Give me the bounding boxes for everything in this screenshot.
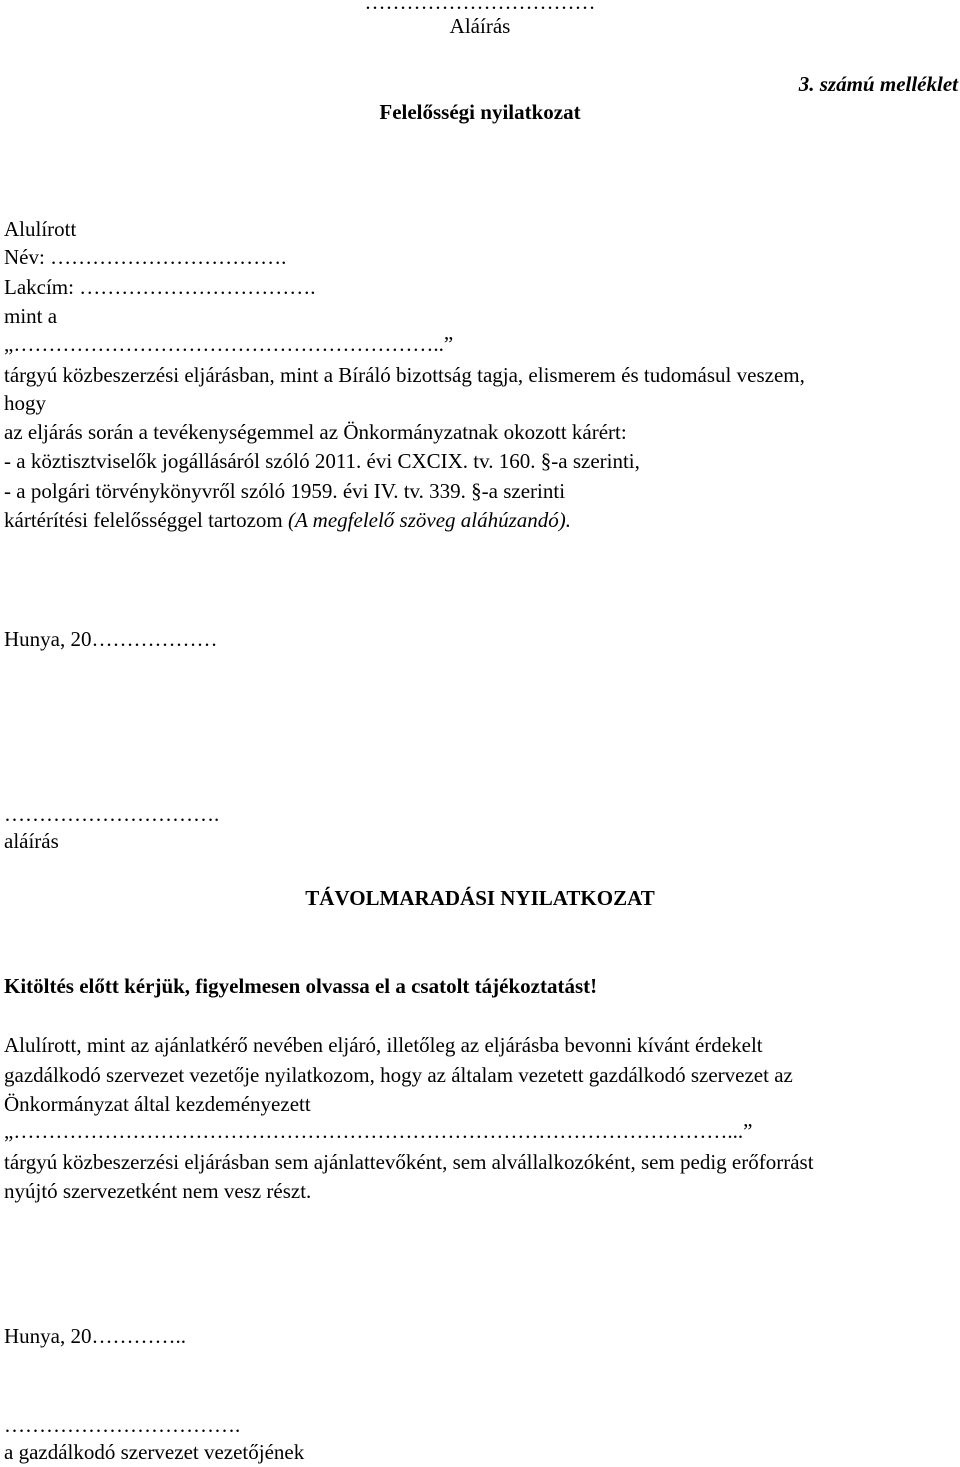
- place-date-1: Hunya, 20………………: [4, 627, 218, 651]
- place-date-2: Hunya, 20…………..: [4, 1324, 186, 1348]
- liability-text-5: - a polgári törvénykönyvről szóló 1959. évi IV. tv. 339. §-a szerinti: [4, 479, 566, 503]
- liability-text-3: az eljárás során a tevékenységemmel az Önkormányzatnak okozott kárért:: [4, 420, 627, 444]
- liability-title: Felelősségi nyilatkozat: [379, 100, 581, 124]
- absence-title: TÁVOLMARADÁSI NYILATKOZAT: [305, 886, 655, 910]
- address-line: Lakcím: …………………………….: [4, 275, 316, 299]
- signature-dots-1: ………………………….: [4, 802, 220, 826]
- top-signature-label: Aláírás: [449, 14, 511, 38]
- liability-text-6: [4, 506, 571, 534]
- signature-label-1: aláírás: [4, 829, 59, 853]
- liability-text-6-italic: (A megfelelő szöveg aláhúzandó).: [287, 508, 572, 532]
- absence-text-5: nyújtó szervezetként nem vesz részt.: [4, 1179, 312, 1203]
- liability-text-2: hogy: [4, 391, 46, 415]
- subject-blank: „……………………………………………………..”: [4, 332, 454, 356]
- absence-subject-blank: „…………………………………………………………………………………………...”: [4, 1119, 753, 1143]
- liability-text-4: - a köztisztviselők jogállásáról szóló 2011. évi CXCIX. tv. 160. §-a szerinti,: [4, 449, 640, 473]
- signature-dots-2: …………………………….: [4, 1413, 241, 1437]
- as-a-label: mint a: [4, 304, 58, 328]
- top-signature-dots: ……………………………: [364, 0, 596, 14]
- liability-text-1: tárgyú közbeszerzési eljárásban, mint a Bíráló bizottság tagja, elismerem és tudomásul veszem,: [4, 363, 805, 387]
- annex-label: 3. számú melléklet: [798, 72, 958, 96]
- liability-text-6-plain: kártérítési felelősséggel tartozom: [4, 508, 288, 532]
- absence-text-2: gazdálkodó szervezet vezetője nyilatkozom, hogy az általam vezetett gazdálkodó szervezet az: [4, 1063, 793, 1087]
- name-line: Név: …………………………….: [4, 245, 287, 269]
- absence-text-1: Alulírott, mint az ajánlatkérő nevében eljáró, illetőleg az eljárásba bevonni kívánt érdekelt: [4, 1033, 763, 1057]
- signature-label-2: a gazdálkodó szervezet vezetőjének: [4, 1440, 305, 1464]
- absence-text-3: Önkormányzat által kezdeményezett: [4, 1092, 311, 1116]
- undersigned-label: Alulírott: [4, 217, 77, 241]
- absence-warning: Kitöltés előtt kérjük, figyelmesen olvassa el a csatolt tájékoztatást!: [4, 974, 598, 998]
- absence-text-4: tárgyú közbeszerzési eljárásban sem ajánlattevőként, sem alvállalkozóként, sem pedig erőforrást: [4, 1150, 814, 1174]
